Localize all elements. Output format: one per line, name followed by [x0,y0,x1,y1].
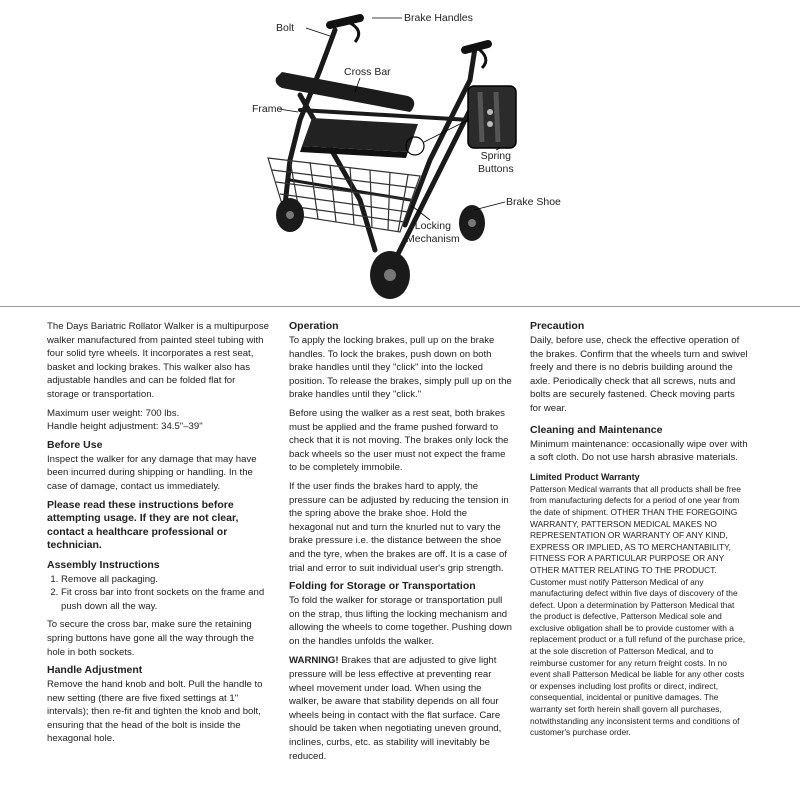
label-frame: Frame [252,103,283,115]
label-cross-bar: Cross Bar [344,66,391,78]
handle-adjustment-text: Remove the hand knob and bolt. Pull the handle to new setting (there are five fixed settings at 1" intervals); then re-fit and tighten the knob and bolt, ensuring that the head of the bolt is inside the hexagonal hole. [47,679,263,745]
warning-label: WARNING! [289,655,339,667]
label-spring-line1: Spring [480,150,511,162]
assembly-step: 1. Remove all packaging. [61,573,269,587]
before-use-text: Inspect the walker for any damage that may have been incurred during shipping or handling. In the case of damage, contact us immediately. [47,453,257,492]
operation-paragraph-2: Before using the walker as a rest seat, both brakes must be applied and the frame pushed forward to check that it is not moving. The brakes only lock the back wheels so the user must not expect the frame to be completely immobile. [289,407,509,474]
label-spring-line2: Buttons [478,163,514,175]
label-locking-mechanism [406,220,460,246]
label-brake-handles: Brake Handles [404,12,473,24]
intro-paragraph: The Days Bariatric Rollator Walker is a multipurpose walker manufactured from painted steel tubing with four solid tyre wheels. It incorporates a rest seat, basket and locking brakes. This walker also has adjustable handles and can be folded flat for storage or transportation. [47,321,269,400]
assembly-list [47,573,269,614]
operation-paragraph-1: To apply the locking brakes, pull up on the brake handles. To lock the brakes, push down on both brake handles until they "click" into the locked position. To release the brakes, simply pull up on the brake handles until they "click." [289,335,512,401]
before-use-heading: Before Use [47,438,103,451]
folding-heading: Folding for Storage or Transportation [289,580,476,593]
operation-paragraph-3: If the user finds the brakes hard to apply, the pressure can be adjusted by reducing the tension in the spring above the brake shoe. Hold the hexagonal nut and turn the knurled nut to vary the brake pressure i.e. the distance between the shoe and the tyre, when the brakes are off. It is a case of trial and error to suit individual user's grip strength. [289,480,509,574]
precaution-text: Daily, before use, check the effective operation of the brakes. Confirm that the wheels turn and swivel freely and there is no debris building around the axle. Periodically check that all screws, nuts and bolts are securely fastened. Check moving parts for wear. [530,335,748,414]
assembly-heading: Assembly Instructions [47,558,160,571]
assembly-step: 2. Fit cross bar into front sockets on the frame and push down all the way. [61,586,269,613]
precaution-heading: Precaution [530,320,585,332]
max-user-weight: Maximum user weight: 700 lbs. [47,407,180,419]
label-spring-buttons [478,150,514,176]
folding-text: To fold the walker for storage or transportation pull on the strap, thus lifting the locking mechanism and allowing the wheels to come together. Pushing down on the handles unfolds the walker. [289,595,512,647]
handle-height: Handle height adjustment: 34.5"–39" [47,421,203,433]
cleaning-heading: Cleaning and Maintenance [530,423,663,436]
warranty-text: Patterson Medical warrants that all products shall be free from manufacturing defects for a period of one year from the date of shipment. OTHER THAN THE FOREGOING WARRANTY, PATTERSON MEDICAL MAKES NO REPRESENTATION OR WARRANTY OF ANY KIND, EXPRESS OR IMPLIED, AS TO MERCHANTABILITY, FITNESS FOR A PARTICULAR PURPOSE OR ANY OTHER MATTER RELATING TO THE PRODUCT. Customer must notify Patterson Medical of any manufacturing defect within five days of discovery of the defect. Upon a determination by Patterson Medical that the product is defective, Patterson Medical sole and exclusive obligation shall be to provide customer with a replacement product or a full refund of the purchase price, at the sole discretion of Patterson Medical, and to reimburse customer for any return freight costs. In no event shall Patterson Medical be liable for any other costs or expenses including lost profits or direct, indirect, consequential, incidental or punitive damages. The warranty set forth herein shall govern all purchases, notwithstanding any inconsistent terms and conditions of customer's purchase order. [530,483,746,738]
section-divider [0,306,800,307]
please-read-notice: Please read these instructions before attempting usage. If they are not clear, contact a healthcare professional or technician. [47,498,239,552]
label-locking-line2: Mechanism [406,233,460,245]
column-2 [289,320,514,768]
label-brake-shoe: Brake Shoe [506,196,561,208]
operation-heading: Operation [289,320,339,332]
label-locking-line1: Locking [414,220,451,232]
warning-text: Brakes that are adjusted to give light pressure will be less effective at preventing rear wheel movement under load. When using the walker, be aware that stability depends on all four wheels being in contact with the flat surface. Care should be taken when negotiating uneven ground, inclines, curbs, etc. as stability will inevitably be reduced. [289,655,502,762]
column-3 [530,320,748,744]
label-bolt: Bolt [276,22,295,34]
warranty-heading: Limited Product Warranty [530,471,640,482]
handle-adjustment-heading: Handle Adjustment [47,664,143,677]
cleaning-text: Minimum maintenance: occasionally wipe over with a soft cloth. Do not use harsh abrasive materials. [530,438,748,464]
rollator-walker-drawing [0,0,800,310]
column-1 [47,320,269,751]
assembly-note: To secure the cross bar, make sure the retaining spring buttons have gone all the way through the hole in both sockets. [47,619,254,658]
walker-illustration [0,0,800,310]
warning-paragraph [289,654,514,763]
